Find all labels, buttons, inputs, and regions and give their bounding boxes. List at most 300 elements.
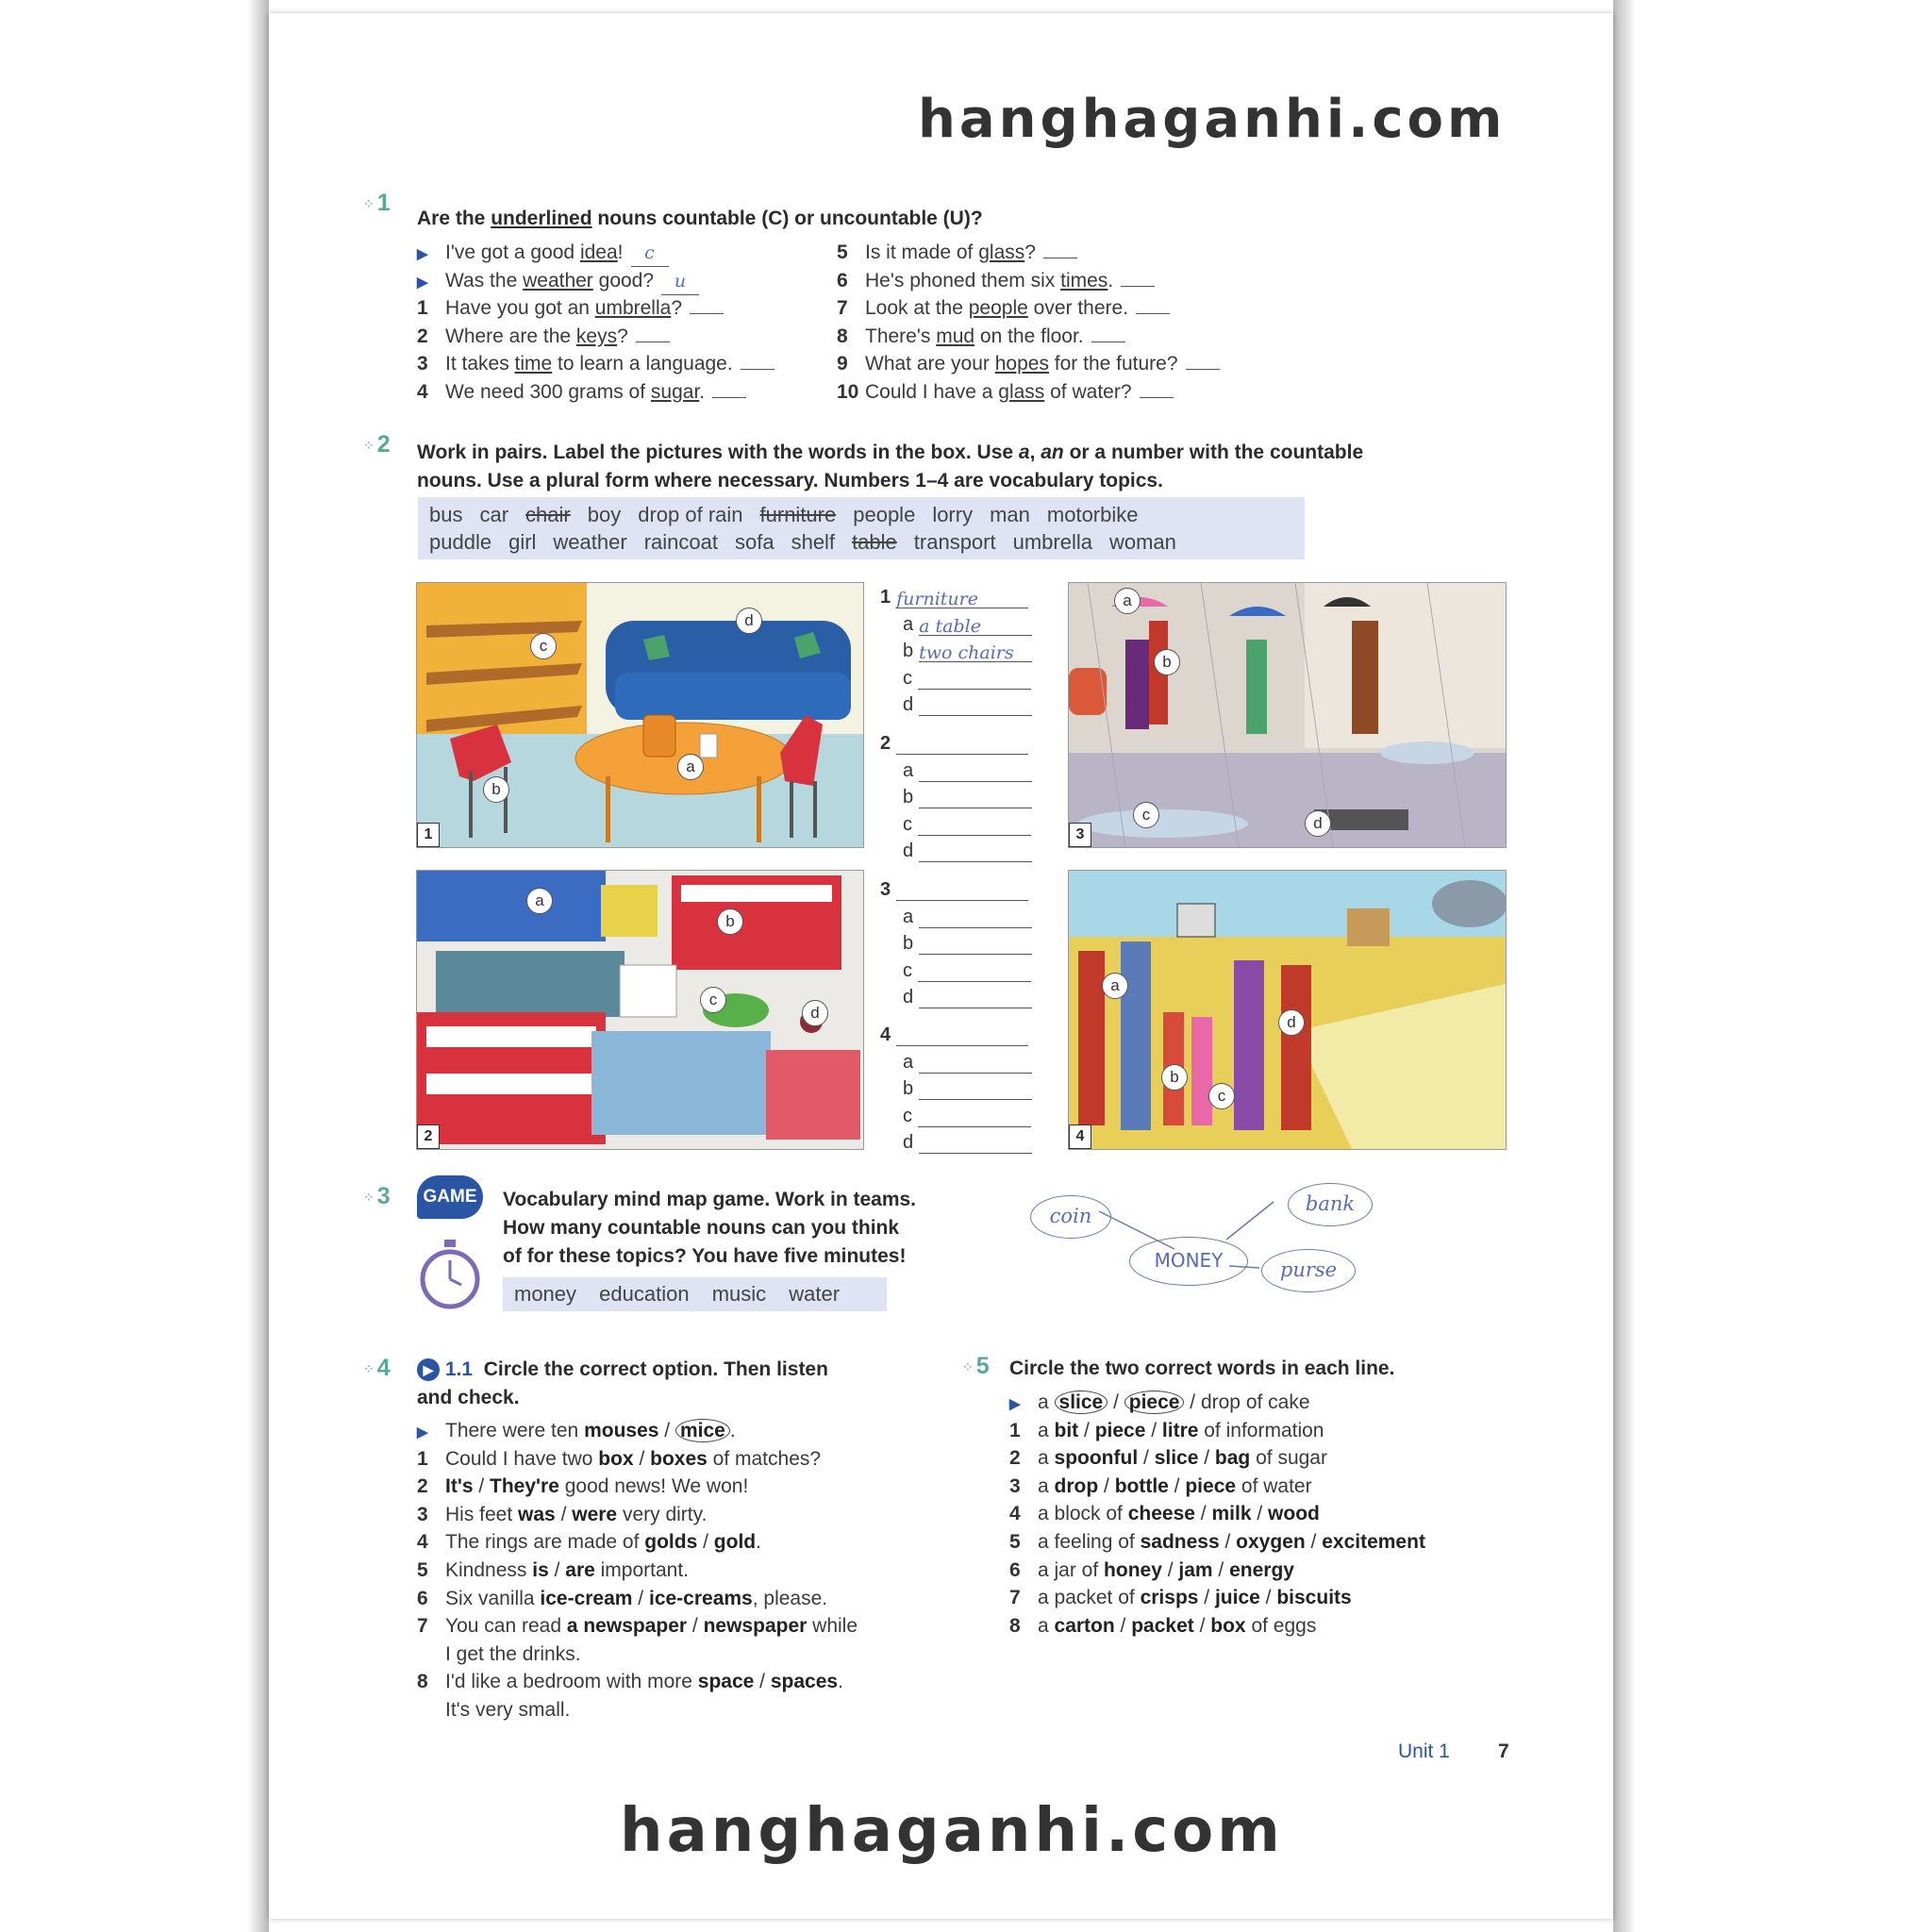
mindmap-bank: bank <box>1288 1183 1373 1226</box>
pic2-letter-c: c <box>700 987 726 1013</box>
pic4-letter-b: b <box>1161 1064 1188 1091</box>
option-word[interactable]: piece <box>1185 1474 1237 1497</box>
option-word[interactable]: biscuits <box>1276 1587 1352 1609</box>
option-word[interactable]: excitement <box>1322 1531 1425 1553</box>
label-answer-line[interactable] <box>919 1054 1032 1074</box>
ex1-item <box>417 324 670 350</box>
sentence-text: I get the drinks. <box>445 1642 581 1665</box>
answer-blank[interactable]: u <box>661 268 699 295</box>
footer-page-number: 7 <box>1498 1740 1509 1762</box>
label-answer-line[interactable] <box>918 670 1031 690</box>
label-item-line <box>903 907 1032 928</box>
word-box-word: man <box>990 503 1030 526</box>
label-answer-line[interactable]: a table <box>919 616 1032 636</box>
option-word[interactable]: drop <box>1054 1474 1099 1497</box>
label-letter: c <box>903 959 912 981</box>
underlined-noun: umbrella <box>594 297 672 319</box>
sentence-text: / <box>548 1559 566 1581</box>
pic3-letter-b: b <box>1154 649 1180 675</box>
label-answer-line[interactable] <box>919 1080 1032 1100</box>
word-box-word: car <box>479 503 509 526</box>
topic-money: money <box>514 1282 577 1306</box>
sentence-text: / <box>1198 1447 1215 1470</box>
word-box-word: umbrella <box>1012 530 1092 554</box>
sentence-text: / <box>658 1420 675 1441</box>
option-word[interactable]: box <box>1210 1614 1246 1637</box>
sentence-text: The rings are made of <box>445 1531 645 1554</box>
option-word[interactable]: It's <box>445 1475 474 1498</box>
topic-water: water <box>789 1282 841 1306</box>
ex5-item <box>1009 1501 1320 1527</box>
label-answer-line[interactable] <box>896 881 1028 901</box>
ex2-word-box <box>418 497 1305 559</box>
pic1-letter-d: d <box>736 608 762 634</box>
word-box-word: shelf <box>791 530 836 554</box>
label-item-line <box>903 668 1031 690</box>
label-answer-line[interactable] <box>919 842 1032 862</box>
item-number: 7 <box>417 1615 428 1638</box>
option-word[interactable]: gold <box>713 1531 757 1554</box>
item-number: 9 <box>837 353 848 375</box>
label-answer-line[interactable] <box>919 908 1032 928</box>
sentence-text: I've got a good <box>445 242 580 263</box>
sentence-text: He's phoned them six <box>865 269 1061 291</box>
sentence-text: ? <box>617 325 628 347</box>
textbook-page <box>269 13 1613 1919</box>
sentence-text: ? <box>1024 242 1036 263</box>
label-item-line <box>903 814 1031 836</box>
underlined-noun: glass <box>998 380 1045 403</box>
ex1-item <box>417 295 724 322</box>
item-number: 8 <box>1009 1614 1021 1637</box>
word-box-word: bus <box>429 503 463 526</box>
sentence-text: / <box>473 1475 491 1498</box>
option-word[interactable]: sadness <box>1140 1531 1220 1553</box>
sentence-text: of sugar <box>1250 1447 1327 1470</box>
ex1-item <box>417 240 669 268</box>
sentence-text: / <box>1145 1419 1162 1441</box>
answer-blank[interactable] <box>1121 269 1155 287</box>
sentence-text: / <box>754 1671 771 1693</box>
label-item-line <box>903 933 1032 955</box>
option-word[interactable]: spoonful <box>1054 1447 1139 1470</box>
underlined-noun: people <box>968 297 1028 319</box>
topic-music: music <box>711 1282 767 1306</box>
sentence-text: Could I have two <box>445 1447 599 1470</box>
mindmap-purse: purse <box>1261 1249 1356 1292</box>
item-number: 7 <box>837 297 848 319</box>
sentence-text: / <box>633 1447 651 1470</box>
item-number: 2 <box>1009 1447 1021 1470</box>
item-number: 1 <box>417 297 428 319</box>
footer-unit: Unit 1 <box>1398 1740 1450 1762</box>
option-word[interactable]: mouses <box>584 1420 659 1441</box>
word-box-word: girl <box>508 530 537 554</box>
sentence-text: / <box>1098 1474 1115 1497</box>
furniture-illustration <box>417 583 863 847</box>
pic4-letter-a: a <box>1102 973 1128 999</box>
sentence-text: Kindness <box>445 1559 533 1581</box>
option-word[interactable]: juice <box>1214 1587 1260 1609</box>
sentence-text: a feeling of <box>1038 1531 1141 1553</box>
ex1-item <box>837 268 1155 294</box>
ex4-item <box>417 1586 827 1612</box>
label-answer-line[interactable] <box>919 762 1032 782</box>
ex3-topic-box <box>503 1277 887 1311</box>
sentence-text: / <box>1219 1531 1237 1553</box>
ex3-question: Vocabulary mind map game. Work in teams. How many countable nouns can you think of for these topics? You have five minutes! <box>503 1189 917 1267</box>
label-letter: 4 <box>880 1024 891 1045</box>
option-word[interactable]: ice-creams <box>648 1587 753 1609</box>
word-box-word: puddle <box>429 530 492 554</box>
answer-blank[interactable] <box>741 352 774 370</box>
label-letter: a <box>903 613 914 635</box>
watermark-top: hanghaganhi.com <box>918 89 1507 150</box>
label-letter: a <box>903 1051 914 1073</box>
scan-edge-right <box>1613 0 1932 1932</box>
label-item-line <box>903 641 1032 662</box>
pic3-number: 3 <box>1069 823 1091 847</box>
option-word[interactable]: milk <box>1211 1503 1252 1525</box>
answer-blank[interactable] <box>1043 241 1077 258</box>
sentence-text: of eggs <box>1245 1614 1317 1637</box>
word-box-word: furniture <box>759 503 837 526</box>
word-box-word: table <box>852 530 897 554</box>
option-word[interactable]: litre <box>1161 1419 1199 1441</box>
label-answer-line[interactable] <box>919 789 1032 808</box>
ex2-number: ⁘ 2 <box>363 431 391 458</box>
sentence-text: / <box>1198 1587 1215 1609</box>
ex1-item <box>837 379 1174 406</box>
option-word[interactable]: a newspaper <box>566 1615 688 1638</box>
ex4-item <box>417 1418 736 1446</box>
ex4-question: ▶ 1.1 Circle the correct option. Then listen and check. <box>417 1358 828 1408</box>
mindmap-center-money: MONEY <box>1129 1237 1248 1286</box>
label-item-line <box>903 1132 1032 1154</box>
pic3-letter-d: d <box>1305 810 1331 837</box>
ex4-number: ⁘ 4 <box>363 1355 391 1381</box>
sentence-text: / <box>1194 1503 1212 1525</box>
audio-track-number: 1.1 <box>444 1358 474 1380</box>
answer-blank[interactable] <box>1136 296 1170 314</box>
item-number: 5 <box>1009 1531 1021 1553</box>
option-word[interactable]: slice <box>1154 1447 1199 1470</box>
sentence-text: / <box>1108 1391 1124 1413</box>
stopwatch-icon <box>418 1240 482 1309</box>
pic2-letter-b: b <box>717 908 743 935</box>
answer-blank[interactable] <box>1186 352 1220 370</box>
word-box-word: raincoat <box>643 530 718 554</box>
item-number: 3 <box>1009 1474 1021 1497</box>
sentence-text: / <box>1193 1614 1211 1637</box>
ex1-number: ⁘ 1 <box>363 190 391 216</box>
underlined-noun: glass <box>978 242 1025 263</box>
label-letter: d <box>903 694 914 715</box>
picture-furniture <box>416 582 864 848</box>
label-item-line <box>903 1106 1031 1127</box>
underlined-noun: hopes <box>994 353 1049 375</box>
game-badge: GAME <box>417 1175 483 1219</box>
option-word[interactable]: piece <box>1124 1391 1185 1414</box>
pic2-letter-d: d <box>802 1000 828 1026</box>
sentence-text: . <box>699 380 706 403</box>
underlined-noun: time <box>514 353 553 375</box>
item-number: 5 <box>417 1559 428 1581</box>
sentence-text: . <box>729 1420 736 1441</box>
label-letter: d <box>903 841 914 861</box>
label-topic-line <box>880 1024 1028 1046</box>
word-box-word: people <box>853 503 916 526</box>
sentence-text: There's <box>865 325 937 347</box>
sentence-text: / <box>1114 1614 1132 1637</box>
answer-blank[interactable] <box>1140 380 1174 398</box>
picture-people <box>1068 870 1507 1150</box>
underlined-noun: weather <box>523 269 593 291</box>
label-answer-line[interactable] <box>918 1108 1031 1127</box>
option-word[interactable]: energy <box>1229 1558 1294 1581</box>
sentence-text: ? <box>671 297 683 319</box>
pic1-letter-a: a <box>677 754 704 780</box>
ex1-item <box>837 295 1170 322</box>
item-number: 4 <box>1009 1503 1021 1525</box>
sentence-text: We need 300 grams of <box>445 380 651 403</box>
sentence-text: of information <box>1198 1419 1324 1441</box>
sentence-text: / <box>1212 1558 1230 1581</box>
item-number: 1 <box>1009 1419 1021 1441</box>
ex4-item <box>417 1446 821 1473</box>
pic4-letter-c: c <box>1208 1083 1235 1109</box>
ex5-question: Circle the two correct words in each line. <box>1009 1357 1395 1379</box>
option-word[interactable]: is <box>532 1559 549 1581</box>
answer-blank[interactable] <box>690 296 724 314</box>
sentence-text: His feet <box>445 1503 519 1525</box>
label-letter: 1 <box>880 587 891 608</box>
option-word[interactable]: were <box>572 1503 618 1525</box>
ex5-item <box>1009 1585 1352 1611</box>
sentence-text: / <box>1078 1419 1095 1441</box>
ex1-item <box>417 351 774 377</box>
label-item-line <box>903 1052 1032 1074</box>
item-number: 4 <box>417 1531 428 1554</box>
ex1-item <box>837 324 1125 350</box>
sentence-text: a <box>1038 1391 1055 1413</box>
ex5-item <box>1009 1418 1324 1444</box>
answer-blank[interactable] <box>712 380 746 398</box>
option-word[interactable]: jam <box>1178 1558 1213 1581</box>
sentence-text: . <box>756 1531 761 1554</box>
option-word[interactable]: crisps <box>1140 1587 1199 1609</box>
option-word[interactable]: ice-cream <box>540 1587 633 1609</box>
sentence-text: Six vanilla <box>445 1587 541 1609</box>
word-box-word: chair <box>525 503 571 526</box>
sentence-text: . <box>838 1671 843 1693</box>
label-topic-line <box>880 587 1028 608</box>
label-answer-line[interactable]: furniture <box>896 589 1028 608</box>
pic1-letter-b: b <box>483 776 509 803</box>
label-topic-line <box>880 879 1028 901</box>
ex5-item <box>1009 1390 1310 1418</box>
sentence-text: / <box>1305 1531 1323 1553</box>
ex5-number: ⁘ 5 <box>962 1353 990 1379</box>
ex5-item <box>1009 1529 1425 1556</box>
ex4-item <box>417 1502 707 1528</box>
sentence-text: a <box>1038 1614 1055 1637</box>
option-word[interactable]: bag <box>1214 1447 1251 1470</box>
option-word[interactable]: packet <box>1131 1614 1194 1637</box>
label-letter: b <box>903 1078 914 1099</box>
item-number: 6 <box>1009 1558 1021 1581</box>
pic4-number: 4 <box>1069 1124 1091 1149</box>
label-answer-line[interactable] <box>896 1026 1028 1046</box>
item-number: 7 <box>1009 1587 1021 1609</box>
option-word[interactable]: mice <box>675 1419 730 1442</box>
sentence-text: while <box>807 1615 858 1638</box>
sentence-text: a jar of <box>1038 1558 1105 1581</box>
sentence-text: There were ten <box>445 1420 585 1441</box>
item-number: 4 <box>417 380 428 403</box>
ex2-question: Work in pairs. Label the pictures with the words in the box. Use a, an or a number with the countable nouns. Use a plural form where necessary. Numbers 1–4 are vocabulary topics. <box>417 441 1364 491</box>
ex3-number: ⁘ 3 <box>363 1183 391 1209</box>
ex4-item <box>417 1474 748 1500</box>
label-letter: 2 <box>880 733 891 754</box>
option-word[interactable]: honey <box>1104 1558 1162 1581</box>
option-word[interactable]: box <box>598 1447 634 1470</box>
option-word[interactable]: wood <box>1268 1503 1320 1525</box>
sentence-text: Have you got an <box>445 297 595 319</box>
sentence-text: You can read <box>445 1615 567 1638</box>
ex1-item <box>837 240 1077 266</box>
sentence-text: Is it made of <box>865 242 979 263</box>
sentence-text: a <box>1038 1419 1055 1441</box>
label-letter: b <box>903 933 914 954</box>
audio-play-icon[interactable]: ▶ <box>417 1358 440 1381</box>
label-letter: a <box>903 759 914 781</box>
sentence-text: / <box>555 1503 573 1525</box>
item-number: 3 <box>417 1503 428 1525</box>
sentence-text: . <box>1108 269 1114 291</box>
underlined-noun: sugar <box>650 380 700 403</box>
sentence-text: Where are the <box>445 325 576 347</box>
item-number: ▶ <box>417 246 428 262</box>
option-word[interactable]: piece <box>1094 1419 1146 1441</box>
sentence-text: a <box>1038 1474 1055 1497</box>
label-answer-line[interactable] <box>919 696 1032 716</box>
label-answer-line[interactable] <box>896 735 1028 755</box>
option-word[interactable]: space <box>697 1671 755 1693</box>
sentence-text: a packet of <box>1038 1587 1141 1609</box>
item-number: ▶ <box>417 274 428 291</box>
option-word[interactable]: slice <box>1055 1391 1108 1414</box>
sentence-text: important. <box>594 1559 690 1581</box>
option-word[interactable]: boxes <box>650 1447 708 1470</box>
word-box-word: lorry <box>932 503 974 526</box>
item-number: 8 <box>417 1671 428 1693</box>
option-word[interactable]: bit <box>1054 1419 1079 1441</box>
label-answer-line[interactable] <box>918 816 1031 836</box>
pic1-letter-c: c <box>530 633 557 659</box>
label-answer-line[interactable] <box>919 935 1032 955</box>
label-topic-line <box>880 733 1028 755</box>
option-word[interactable]: spaces <box>770 1671 839 1693</box>
sentence-text: / <box>1251 1503 1269 1525</box>
sentence-text: of matches? <box>707 1447 822 1470</box>
label-item-line <box>903 760 1032 782</box>
option-word[interactable]: are <box>565 1559 595 1581</box>
label-answer-line[interactable]: two chairs <box>919 642 1032 662</box>
picture-weather <box>1068 582 1507 848</box>
ex4-item <box>417 1641 581 1668</box>
item-number: 6 <box>417 1587 428 1609</box>
label-item-line <box>903 1078 1032 1100</box>
ex1-item <box>417 268 699 296</box>
mindmap-coin: coin <box>1030 1195 1111 1239</box>
answer-blank[interactable]: c <box>631 240 669 267</box>
label-letter: a <box>903 906 914 927</box>
label-item-line <box>903 960 1031 982</box>
picture-transport <box>416 870 864 1150</box>
option-word[interactable]: was <box>518 1503 556 1525</box>
sentence-text: / <box>1138 1447 1155 1470</box>
sentence-text: / <box>1168 1474 1186 1497</box>
label-item-line <box>903 987 1032 1008</box>
ex1-question: Are the underlined nouns countable (C) or uncountable (U)? <box>417 208 983 229</box>
item-number: 6 <box>837 269 848 291</box>
label-letter: b <box>903 641 914 661</box>
ex4-item <box>417 1529 761 1556</box>
label-answer-line[interactable] <box>919 989 1032 1008</box>
ex5-item <box>1009 1474 1312 1500</box>
label-item-line <box>903 787 1032 808</box>
label-letter: c <box>903 1105 912 1126</box>
sentence-text: of water <box>1236 1474 1312 1497</box>
option-word[interactable]: newspaper <box>703 1615 808 1638</box>
option-word[interactable]: They're <box>490 1475 559 1498</box>
sentence-text: good? <box>592 269 655 291</box>
sentence-text: / <box>697 1531 714 1554</box>
label-answer-line[interactable] <box>918 962 1031 982</box>
sentence-text: very dirty. <box>617 1503 708 1525</box>
label-item-line <box>903 694 1032 716</box>
sentence-text: / drop of cake <box>1184 1391 1310 1413</box>
option-word[interactable]: oxygen <box>1236 1531 1306 1553</box>
answer-blank[interactable] <box>636 325 670 342</box>
word-box-word: drop of rain <box>638 503 743 526</box>
option-word[interactable]: bottle <box>1114 1474 1169 1497</box>
item-number: 2 <box>417 1475 428 1498</box>
pic1-number: 1 <box>417 823 440 847</box>
word-box-word: weather <box>553 530 627 554</box>
sentence-text: What are your <box>865 353 995 375</box>
watermark-bottom: hanghaganhi.com <box>620 1796 1284 1866</box>
sentence-text: for the future? <box>1048 353 1178 375</box>
ex4-item <box>417 1613 858 1640</box>
ex4-item <box>417 1669 843 1695</box>
word-box-word: boy <box>587 503 622 526</box>
item-number: ▶ <box>1009 1396 1021 1412</box>
pic3-letter-a: a <box>1114 588 1141 614</box>
option-word[interactable]: carton <box>1054 1614 1115 1637</box>
word-box-row-2 <box>429 528 1305 556</box>
answer-blank[interactable] <box>1091 325 1125 342</box>
ex1-item <box>837 351 1220 377</box>
sentence-text: / <box>632 1587 649 1609</box>
sentence-text: I'd like a bedroom with more <box>445 1671 698 1693</box>
option-word[interactable]: cheese <box>1127 1503 1195 1525</box>
option-word[interactable]: golds <box>644 1531 698 1554</box>
item-number: 5 <box>837 242 848 263</box>
underlined-noun: mud <box>936 325 975 347</box>
label-answer-line[interactable] <box>919 1134 1032 1154</box>
